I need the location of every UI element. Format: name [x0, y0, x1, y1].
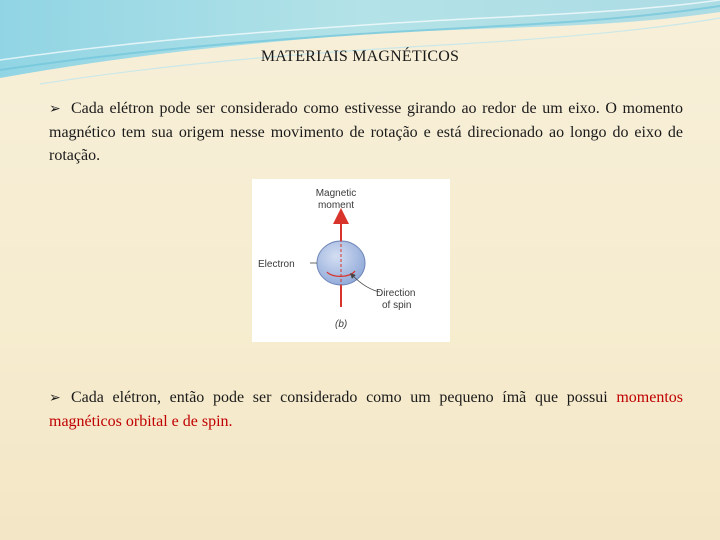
spin-direction-label-line2: of spin [382, 300, 412, 311]
paragraph-1 [49, 97, 683, 167]
paragraph-2-highlight: momentos magnéticos orbital e de spin. [49, 389, 684, 430]
bullet-arrow-icon: ➢ [49, 390, 61, 406]
spin-direction-label-line1: Direction [376, 288, 416, 299]
page-title: MATERIAIS MAGNÉTICOS [260, 48, 460, 65]
figure-caption: (b) [335, 319, 348, 330]
magnetic-moment-label-line2: moment [317, 200, 355, 211]
electron-sphere [317, 241, 365, 285]
paragraph-1-text: Cada elétron pode ser considerado como estivesse girando ao redor de um eixo. O momento magnético tem sua origem nesse movimento de rotação e está direcionado ao longo do eixo de rotação. [49, 100, 683, 164]
paragraph-2 [49, 386, 683, 433]
electron-label: Electron [258, 259, 295, 270]
header-wave-decoration [0, 0, 720, 90]
bullet-arrow-icon: ➢ [49, 101, 61, 117]
magnetic-moment-label-line1: Magnetic [315, 188, 357, 199]
paragraph-2-text: Cada elétron, então pode ser considerado como um pequeno ímã que possui [71, 389, 608, 406]
electron-spin-figure [252, 179, 450, 342]
